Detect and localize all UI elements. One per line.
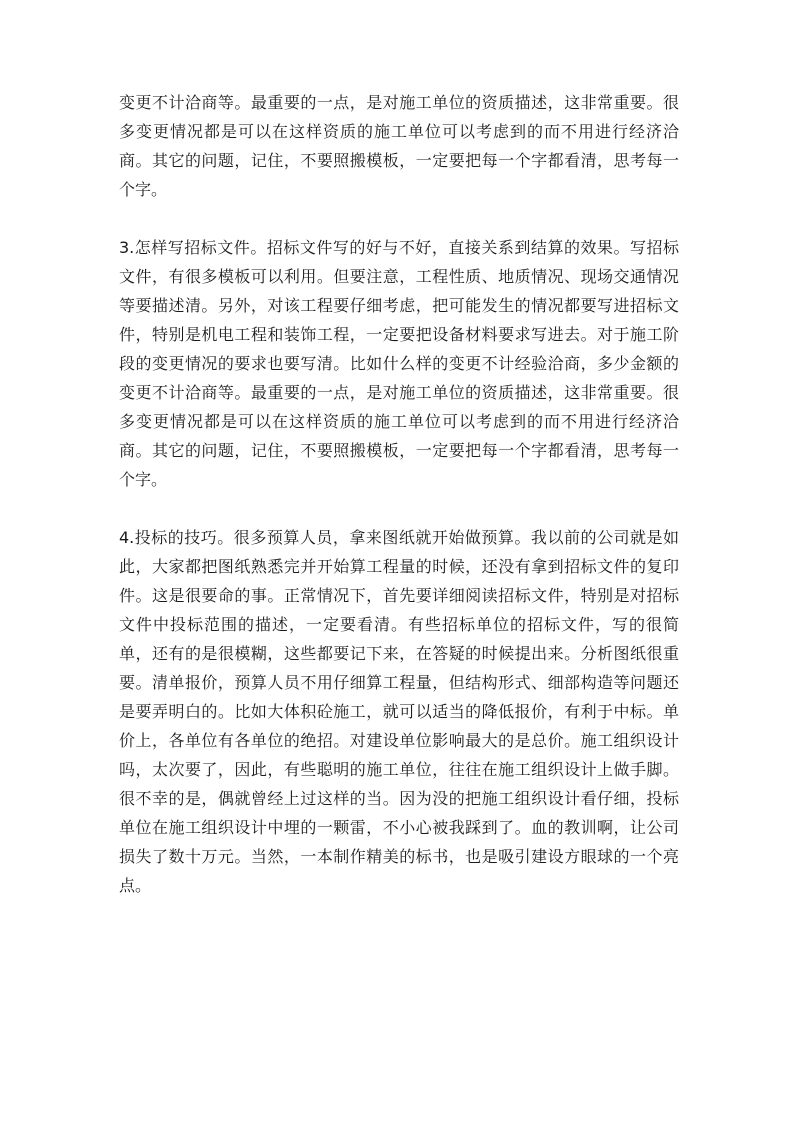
text-line: 个字。 xyxy=(119,180,168,199)
text-line: 段的变更情况的要求也要写清。比如什么样的变更不计经验洽商，多少金额的 xyxy=(119,354,679,373)
text-line: 点。 xyxy=(119,876,152,895)
text-line: 很不幸的是，偶就曾经上过这样的当。因为没的把施工组织设计看仔细，投标 xyxy=(119,789,679,808)
text-line: 此，大家都把图纸熟悉完并开始算工程量的时候，还没有拿到招标文件的复印 xyxy=(119,557,679,576)
text-line: 单，还有的是很模糊，这些都要记下来，在答疑的时候提出来。分析图纸很重 xyxy=(119,644,679,663)
text-line: 商。其它的问题，记住，不要照搬模板，一定要把每一个字都看清，思考每一 xyxy=(119,441,679,460)
text-line: 价上，各单位有各单位的绝招。对建设单位影响最大的是总价。施工组织设计 xyxy=(119,731,679,750)
paragraph-1 xyxy=(119,88,679,204)
text-line: 商。其它的问题，记住，不要照搬模板，一定要把每一个字都看清，思考每一 xyxy=(119,151,679,170)
text-line: 件，特别是机电工程和装饰工程，一定要把设备材料要求写进去。对于施工阶 xyxy=(119,325,679,344)
text-line: 等要描述清。另外，对该工程要仔细考虑，把可能发生的情况都要写进招标文 xyxy=(119,296,679,315)
document-body xyxy=(119,88,679,900)
paragraph-spacer xyxy=(119,494,679,523)
text-line: 个字。 xyxy=(119,470,168,489)
paragraph-2 xyxy=(119,233,679,494)
text-line: 是要弄明白的。比如大体积砼施工，就可以适当的降低报价，有利于中标。单 xyxy=(119,702,679,721)
text-line: 要。清单报价，预算人员不用仔细算工程量，但结构形式、细部构造等问题还 xyxy=(119,673,679,692)
text-line: 变更不计洽商等。最重要的一点，是对施工单位的资质描述，这非常重要。很 xyxy=(119,93,679,112)
text-line: 文件，有很多模板可以利用。但要注意，工程性质、地质情况、现场交通情况 xyxy=(119,267,679,286)
paragraph-spacer xyxy=(119,204,679,233)
text-line: 多变更情况都是可以在这样资质的施工单位可以考虑到的而不用进行经济洽 xyxy=(119,122,679,141)
text-line: 件。这是很要命的事。正常情况下，首先要详细阅读招标文件，特别是对招标 xyxy=(119,586,679,605)
text-line: 4.投标的技巧。很多预算人员，拿来图纸就开始做预算。我以前的公司就是如 xyxy=(119,528,679,547)
paragraph-3 xyxy=(119,523,679,900)
text-line: 多变更情况都是可以在这样资质的施工单位可以考虑到的而不用进行经济洽 xyxy=(119,412,679,431)
text-line: 吗，太次要了，因此，有些聪明的施工单位，往往在施工组织设计上做手脚。 xyxy=(119,760,679,779)
text-line: 变更不计洽商等。最重要的一点，是对施工单位的资质描述，这非常重要。很 xyxy=(119,383,679,402)
text-line: 损失了数十万元。当然，一本制作精美的标书，也是吸引建设方眼球的一个亮 xyxy=(119,847,679,866)
text-line: 文件中投标范围的描述，一定要看清。有些招标单位的招标文件，写的很简 xyxy=(119,615,679,634)
text-line: 3.怎样写招标文件。招标文件写的好与不好，直接关系到结算的效果。写招标 xyxy=(119,238,679,257)
text-line: 单位在施工组织设计中埋的一颗雷，不小心被我踩到了。血的教训啊，让公司 xyxy=(119,818,679,837)
